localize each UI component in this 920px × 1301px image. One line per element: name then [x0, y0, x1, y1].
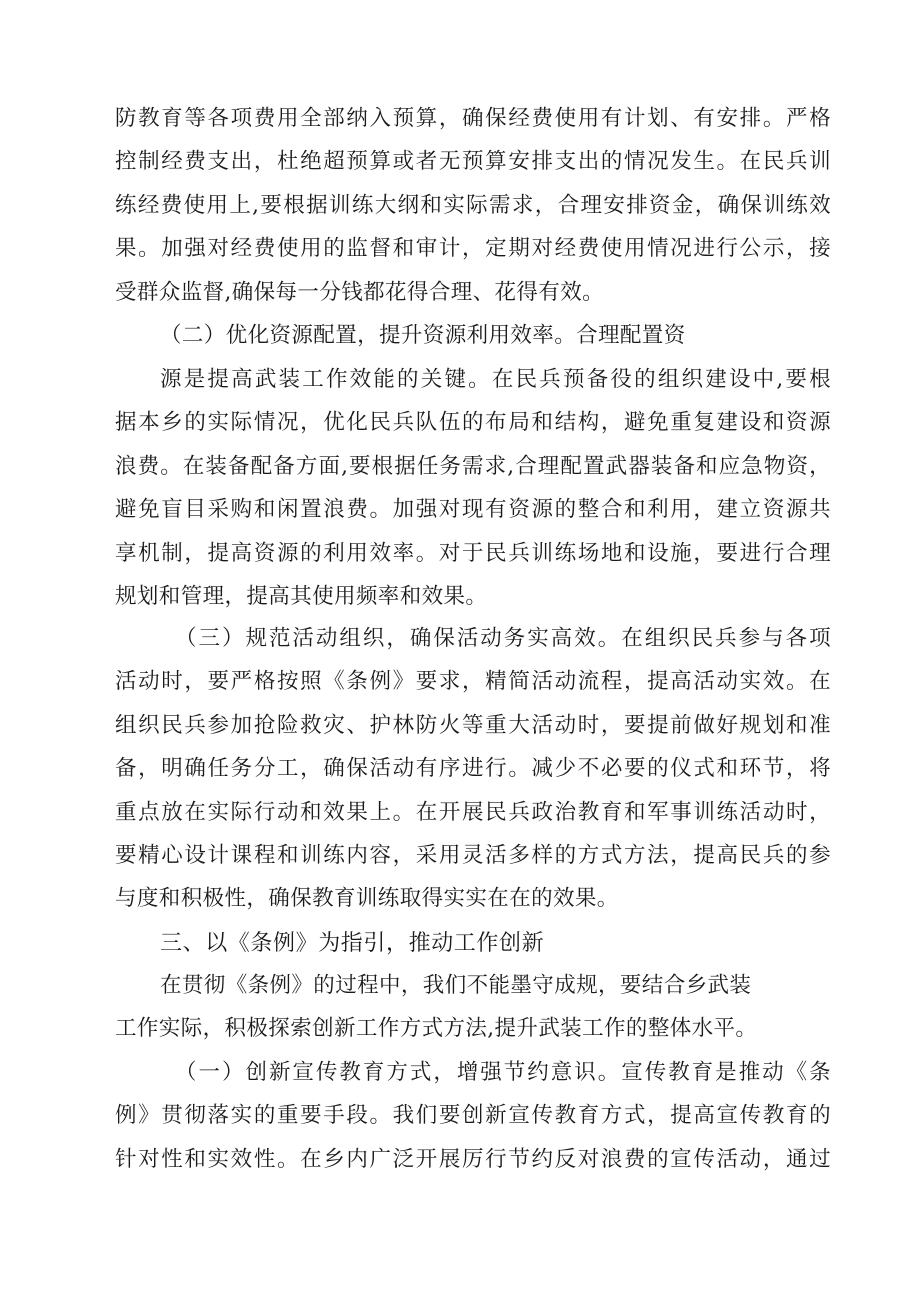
paragraph-innovation-intro	[115, 964, 831, 1051]
text-line: 果。加强对经费使用的监督和审计，定期对经费使用情况进行公示，接	[115, 236, 831, 262]
text-line: （一）创新宣传教育方式，增强节约意识。宣传教育是推动《条	[175, 1060, 831, 1085]
text-line: 防教育等各项费用全部纳入预算，确保经费使用有计划、有安排。严格	[115, 106, 831, 131]
text-line: 例》贯彻落实的重要手段。我们要创新宣传教育方式，提高宣传教育的	[115, 1103, 831, 1129]
text-line: 重点放在实际行动和效果上。在开展民兵政治教育和军事训练活动时，	[115, 799, 831, 825]
subsection-heading-2	[160, 314, 720, 357]
text-line: 享机制，提高资源的利用效率。对于民兵训练场地和设施，要进行合理	[115, 540, 831, 566]
text-line: 工作实际，积极探索创新工作方式方法,提升武装工作的整体水平。	[115, 1016, 758, 1042]
text-line: 练经费使用上,要根据训练大纲和实际需求，合理安排资金，确保训练效	[115, 192, 831, 218]
text-line: 要精心设计课程和训练内容，采用灵活多样的方式方法，提高民兵的参	[115, 842, 831, 868]
text-line: 组织民兵参加抢险救灾、护林防火等重大活动时，要提前做好规划和准	[115, 712, 831, 738]
text-line: 源是提高武装工作效能的关键。在民兵预备役的组织建设中,要根	[160, 367, 831, 392]
text-line: 备，明确任务分工，确保活动有序进行。减少不必要的仪式和环节，将	[115, 756, 831, 782]
text-line: （二）优化资源配置，提升资源利用效率。合理配置资	[160, 323, 686, 348]
text-line: 受群众监督,确保每一分钱都花得合理、花得有效。	[115, 279, 605, 305]
section-heading-3: 三、以《条例》为指引，推动工作创新	[160, 931, 545, 956]
paragraph-publicity	[115, 1051, 831, 1181]
text-line: 避免盲目采购和闲置浪费。加强对现有资源的整合和利用，建立资源共	[115, 497, 831, 523]
text-line: 规划和管理，提高其使用频率和效果。	[115, 583, 488, 609]
text-line: 针对性和实效性。在乡内广泛开展厉行节约反对浪费的宣传活动，通过	[115, 1146, 831, 1172]
paragraph-budget	[115, 97, 831, 314]
paragraph-activities	[115, 617, 831, 921]
text-line: 与度和积极性，确保教育训练取得实实在在的效果。	[115, 886, 619, 912]
text-line: 在贯彻《条例》的过程中，我们不能墨守成规，要结合乡武装	[160, 973, 752, 998]
text-line: 控制经费支出，杜绝超预算或者无预算安排支出的情况发生。在民兵训	[115, 149, 831, 175]
text-line: 活动时，要严格按照《条例》要求，精简活动流程，提高活动实效。在	[115, 669, 831, 695]
text-line: 据本乡的实际情况，优化民兵队伍的布局和结构，避免重复建设和资源	[115, 410, 831, 436]
text-line: （三）规范活动组织，确保活动务实高效。在组织民兵参与各项	[175, 626, 831, 651]
paragraph-resources	[115, 358, 831, 618]
text-line: 浪费。在装备配备方面,要根据任务需求,合理配置武器装备和应急物资，	[115, 453, 831, 479]
